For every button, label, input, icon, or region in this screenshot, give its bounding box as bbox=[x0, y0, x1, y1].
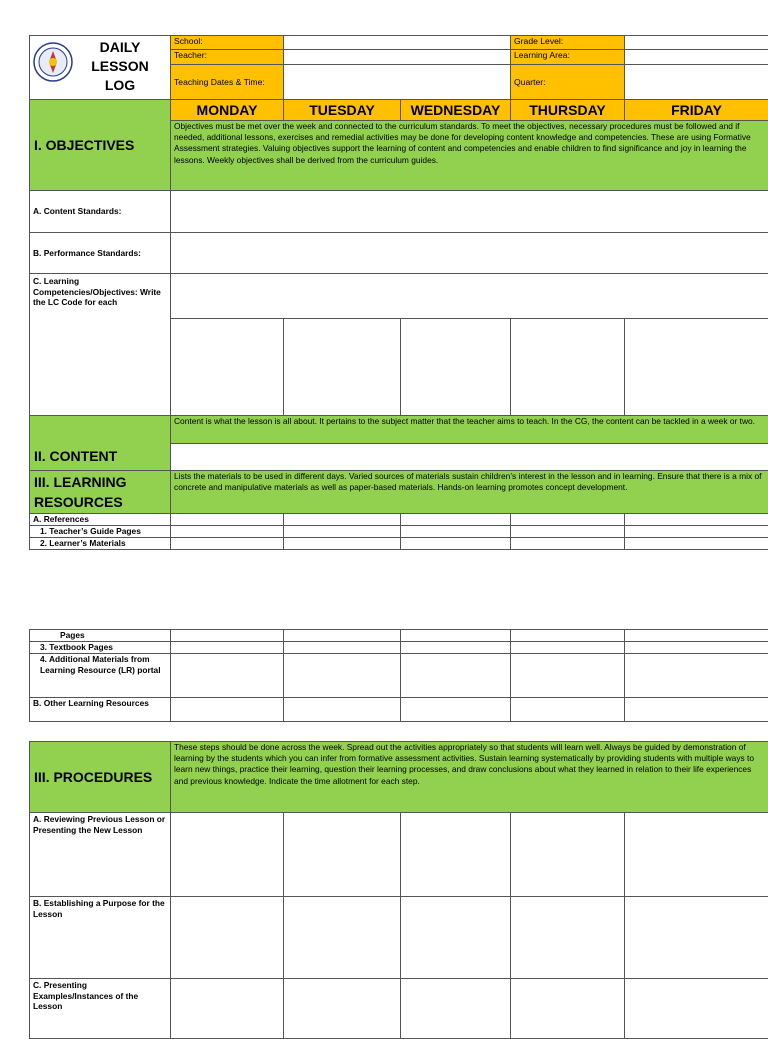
step-b-friday[interactable] bbox=[625, 897, 768, 979]
textbook-thursday[interactable] bbox=[511, 642, 625, 654]
teaching-dates-label: Teaching Dates & Time: bbox=[171, 65, 284, 100]
competencies-friday[interactable] bbox=[625, 319, 768, 416]
day-wednesday: WEDNESDAY bbox=[401, 100, 511, 121]
lm-pages-label: Pages bbox=[30, 630, 171, 642]
lm-pages-thursday[interactable] bbox=[511, 630, 625, 642]
content-standards-label: A. Content Standards: bbox=[30, 191, 171, 233]
additional-friday[interactable] bbox=[625, 654, 768, 698]
step-a-friday[interactable] bbox=[625, 813, 768, 897]
step-a-wednesday[interactable] bbox=[401, 813, 511, 897]
step-b-monday[interactable] bbox=[171, 897, 284, 979]
content-note: Content is what the lesson is all about. It pertains to the subject matter that the teacher aims to teach. In the CG, the content can be tackled in a week or two. bbox=[171, 416, 768, 444]
title-line-2: LESSON bbox=[72, 57, 168, 76]
lm-pages-friday[interactable] bbox=[625, 630, 768, 642]
procedures-note: These steps should be done across the week. Spread out the activities appropriately so that students will learn well. Always be guided by demonstration of learning by the students which you can infer from formative assessment activities. Sustain learning systematically by providing students with multiple ways to learn new things, practice their learning, question their learning processes, and draw conclusions about what they learned in relation to their life experiences and previous knowledge. Indicate the time allotment for each step. bbox=[171, 742, 768, 813]
step-c-friday[interactable] bbox=[625, 979, 768, 1039]
learning-area-label: Learning Area: bbox=[511, 50, 625, 65]
additional-thursday[interactable] bbox=[511, 654, 625, 698]
quarter-label: Quarter: bbox=[511, 65, 625, 100]
objectives-note: Objectives must be met over the week and connected to the curriculum standards. To meet the objectives, necessary procedures must be followed and if needed, additional lessons, exercises and remedial activities may be done for developing content knowledge and competencies. These are using Formative Assessment strategies. Valuing objectives support the learning of content and competencies and enable children to find significance and joy in learning the lessons. Weekly objectives shall be derived from the curriculum guides. bbox=[171, 121, 768, 191]
school-field[interactable] bbox=[284, 36, 511, 50]
step-a-thursday[interactable] bbox=[511, 813, 625, 897]
grade-level-field[interactable] bbox=[625, 36, 768, 50]
learners-materials-label: 2. Learner’s Materials bbox=[30, 538, 171, 550]
tg-tuesday[interactable] bbox=[284, 526, 401, 538]
tg-friday[interactable] bbox=[625, 526, 768, 538]
teaching-dates-field[interactable] bbox=[284, 65, 511, 100]
step-b-wednesday[interactable] bbox=[401, 897, 511, 979]
competencies-thursday[interactable] bbox=[511, 319, 625, 416]
step-c-monday[interactable] bbox=[171, 979, 284, 1039]
step-c-thursday[interactable] bbox=[511, 979, 625, 1039]
competencies-field[interactable] bbox=[171, 274, 768, 319]
step-b-tuesday[interactable] bbox=[284, 897, 401, 979]
establishing-purpose-label: B. Establishing a Purpose for the Lesson bbox=[30, 897, 171, 979]
title-block bbox=[30, 36, 171, 100]
other-thursday[interactable] bbox=[511, 698, 625, 722]
quarter-field[interactable] bbox=[625, 65, 768, 100]
teacher-field[interactable] bbox=[284, 50, 511, 65]
other-monday[interactable] bbox=[171, 698, 284, 722]
school-label: School: bbox=[171, 36, 284, 50]
textbook-pages-label: 3. Textbook Pages bbox=[30, 642, 171, 654]
lm-monday[interactable] bbox=[171, 538, 284, 550]
other-resources-label: B. Other Learning Resources bbox=[30, 698, 171, 722]
step-a-tuesday[interactable] bbox=[284, 813, 401, 897]
lesson-log-table-page2a bbox=[29, 629, 768, 722]
references-wednesday[interactable] bbox=[401, 514, 511, 526]
lm-pages-monday[interactable] bbox=[171, 630, 284, 642]
teachers-guide-label: 1. Teacher’s Guide Pages bbox=[30, 526, 171, 538]
performance-standards-label: B. Performance Standards: bbox=[30, 233, 171, 274]
tg-monday[interactable] bbox=[171, 526, 284, 538]
additional-wednesday[interactable] bbox=[401, 654, 511, 698]
lm-tuesday[interactable] bbox=[284, 538, 401, 550]
references-thursday[interactable] bbox=[511, 514, 625, 526]
textbook-friday[interactable] bbox=[625, 642, 768, 654]
references-monday[interactable] bbox=[171, 514, 284, 526]
objectives-heading: I. OBJECTIVES bbox=[30, 100, 171, 191]
other-tuesday[interactable] bbox=[284, 698, 401, 722]
textbook-monday[interactable] bbox=[171, 642, 284, 654]
lm-pages-wednesday[interactable] bbox=[401, 630, 511, 642]
day-tuesday: TUESDAY bbox=[284, 100, 401, 121]
title-line-3: LOG bbox=[72, 76, 168, 95]
textbook-tuesday[interactable] bbox=[284, 642, 401, 654]
performance-standards-field[interactable] bbox=[171, 233, 768, 274]
day-monday: MONDAY bbox=[171, 100, 284, 121]
competencies-wednesday[interactable] bbox=[401, 319, 511, 416]
presenting-examples-label: C. Presenting Examples/Instances of the Lesson bbox=[30, 979, 171, 1039]
step-b-thursday[interactable] bbox=[511, 897, 625, 979]
tg-thursday[interactable] bbox=[511, 526, 625, 538]
competencies-monday[interactable] bbox=[171, 319, 284, 416]
lm-pages-tuesday[interactable] bbox=[284, 630, 401, 642]
teacher-label: Teacher: bbox=[171, 50, 284, 65]
references-label: A. References bbox=[30, 514, 171, 526]
lm-friday[interactable] bbox=[625, 538, 768, 550]
step-c-wednesday[interactable] bbox=[401, 979, 511, 1039]
textbook-wednesday[interactable] bbox=[401, 642, 511, 654]
lesson-log-table-page1 bbox=[29, 35, 768, 550]
step-a-monday[interactable] bbox=[171, 813, 284, 897]
tg-wednesday[interactable] bbox=[401, 526, 511, 538]
content-field[interactable] bbox=[171, 444, 768, 471]
lm-wednesday[interactable] bbox=[401, 538, 511, 550]
deped-seal-icon bbox=[33, 42, 73, 82]
competencies-tuesday[interactable] bbox=[284, 319, 401, 416]
additional-tuesday[interactable] bbox=[284, 654, 401, 698]
reviewing-lesson-label: A. Reviewing Previous Lesson or Presenting the New Lesson bbox=[30, 813, 171, 897]
other-friday[interactable] bbox=[625, 698, 768, 722]
learning-area-field[interactable] bbox=[625, 50, 768, 65]
day-thursday: THURSDAY bbox=[511, 100, 625, 121]
other-wednesday[interactable] bbox=[401, 698, 511, 722]
references-tuesday[interactable] bbox=[284, 514, 401, 526]
learning-resources-note: Lists the materials to be used in different days. Varied sources of materials sustain children’s interest in the lesson and in learning. Ensure that there is a mix of concrete and manipulative materials as well as paper-based materials. Hands-on learning promotes concept development. bbox=[171, 471, 768, 514]
content-standards-field[interactable] bbox=[171, 191, 768, 233]
lm-thursday[interactable] bbox=[511, 538, 625, 550]
competencies-label: C. Learning Competencies/Objectives: Write the LC Code for each bbox=[30, 274, 171, 416]
learning-resources-heading: III. LEARNING RESOURCES bbox=[30, 471, 171, 514]
additional-monday[interactable] bbox=[171, 654, 284, 698]
lesson-log-table-page2b bbox=[29, 741, 768, 1039]
grade-level-label: Grade Level: bbox=[511, 36, 625, 50]
procedures-heading: III. PROCEDURES bbox=[30, 742, 171, 813]
step-c-tuesday[interactable] bbox=[284, 979, 401, 1039]
references-friday[interactable] bbox=[625, 514, 768, 526]
title-line-1: DAILY bbox=[72, 38, 168, 57]
additional-materials-label: 4. Additional Materials from Learning Resource (LR) portal bbox=[30, 654, 171, 698]
content-heading: II. CONTENT bbox=[30, 416, 171, 471]
day-friday: FRIDAY bbox=[625, 100, 768, 121]
